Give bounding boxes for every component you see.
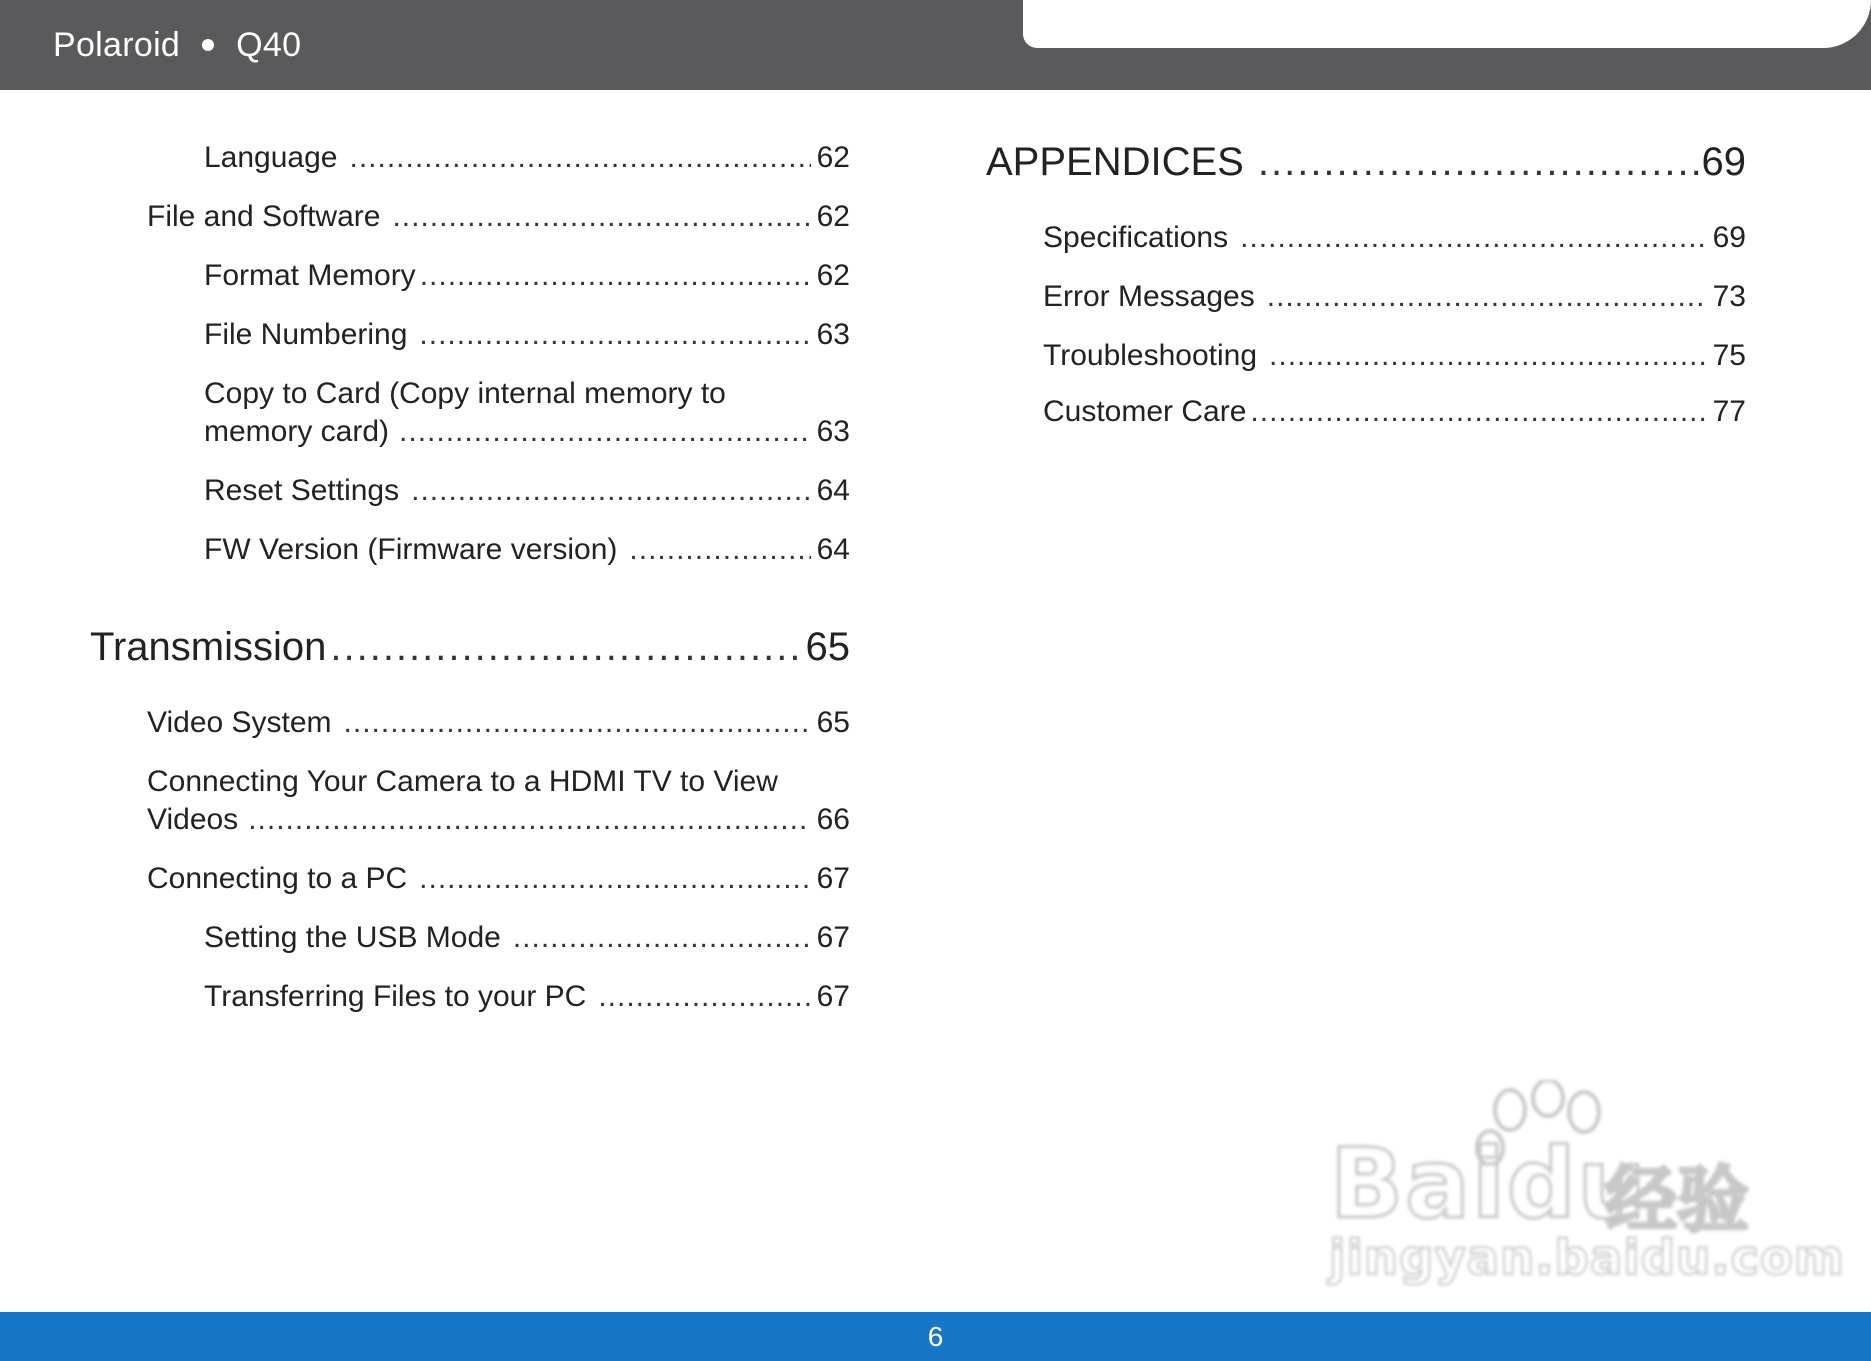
toc-entry-format-memory[interactable]: Format Memory ..... 62 bbox=[204, 257, 850, 295]
dot-leader bbox=[513, 919, 811, 957]
watermark-brand: Baidu bbox=[1330, 1128, 1648, 1240]
toc-entry-language[interactable]: Language ..... 62 bbox=[204, 139, 850, 177]
toc-section-transmission[interactable]: Transmission ..... 65 bbox=[90, 623, 850, 671]
toc-entry-setting-usb-mode[interactable]: Setting the USB Mode ..... 67 bbox=[204, 919, 850, 957]
dot-leader bbox=[598, 978, 810, 1016]
dot-leader bbox=[1258, 138, 1700, 186]
header-title bbox=[53, 22, 301, 68]
dot-leader bbox=[411, 472, 811, 510]
dot-leader bbox=[248, 801, 810, 839]
toc-entry-fw-version[interactable]: FW Version (Firmware version) ..... 64 bbox=[204, 531, 850, 569]
toc-entry-transferring-files[interactable]: Transferring Files to your PC ..... 67 bbox=[204, 978, 850, 1016]
toc-entry-error-messages[interactable]: Error Messages ..... 73 bbox=[1043, 278, 1746, 316]
dot-leader bbox=[344, 704, 811, 742]
page-header bbox=[0, 0, 1871, 90]
dot-leader bbox=[399, 413, 811, 451]
dot-leader bbox=[1240, 219, 1707, 257]
dot-leader bbox=[392, 198, 810, 236]
dot-leader bbox=[419, 316, 810, 354]
bullet-dot-icon bbox=[202, 39, 214, 51]
toc-entry-video-system[interactable]: Video System ..... 65 bbox=[147, 704, 850, 742]
dot-leader bbox=[1269, 337, 1707, 375]
toc-entry-reset-settings[interactable]: Reset Settings ..... 64 bbox=[204, 472, 850, 510]
dot-leader bbox=[629, 531, 810, 569]
brand-name: Polaroid bbox=[53, 25, 181, 64]
dot-leader bbox=[419, 860, 810, 898]
toc-entry-specifications[interactable]: Specifications ..... 69 bbox=[1043, 219, 1746, 257]
toc-section-appendices[interactable]: APPENDICES ..... 69 bbox=[986, 138, 1746, 186]
watermark-url: jingyan.baidu.com bbox=[1329, 1230, 1845, 1286]
toc-entry-connecting-hdmi-tv[interactable]: Connecting Your Camera to a HDMI TV to View Videos ..... 66 bbox=[147, 763, 850, 839]
page-footer bbox=[0, 1312, 1871, 1361]
header-notch bbox=[1023, 0, 1871, 48]
toc-entry-connecting-to-pc[interactable]: Connecting to a PC ..... 67 bbox=[147, 860, 850, 898]
dot-leader bbox=[1267, 278, 1707, 316]
dot-leader bbox=[349, 139, 810, 177]
toc-entry-copy-to-card[interactable]: Copy to Card (Copy internal memory to memory card) ..... 63 bbox=[204, 375, 850, 451]
page-number: 6 bbox=[927, 1321, 944, 1352]
toc-entry-file-numbering[interactable]: File Numbering ..... 63 bbox=[204, 316, 850, 354]
dot-leader bbox=[420, 257, 811, 295]
model-name: Q40 bbox=[236, 25, 302, 64]
baidu-watermark bbox=[1325, 1080, 1845, 1300]
toc-entry-customer-care[interactable]: Customer Care ..... 77 bbox=[1043, 393, 1746, 431]
dot-leader bbox=[1250, 393, 1706, 431]
toc-entry-file-and-software[interactable]: File and Software ..... 62 bbox=[147, 198, 850, 236]
watermark-cn: 经验 bbox=[1605, 1158, 1750, 1242]
toc-entry-troubleshooting[interactable]: Troubleshooting ..... 75 bbox=[1043, 337, 1746, 375]
dot-leader bbox=[330, 623, 803, 671]
